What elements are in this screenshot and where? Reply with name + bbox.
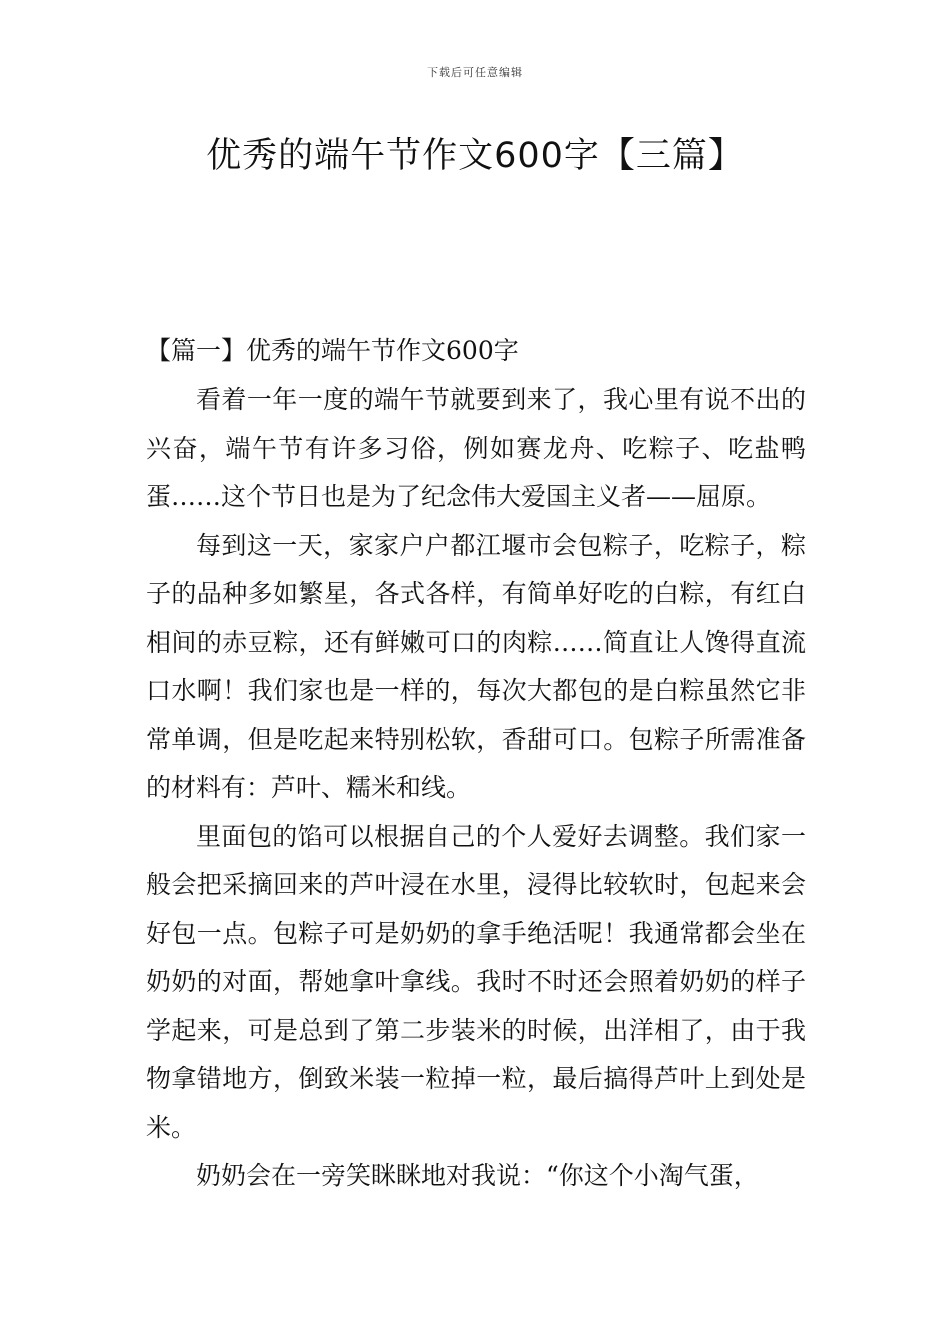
document-body [146, 376, 806, 1201]
paragraph-4: 奶奶会在一旁笑眯眯地对我说：“你这个小淘气蛋， [196, 1161, 759, 1190]
paragraph-2: 每到这一天，家家户户都江堰市会包粽子，吃粽子，粽子的品种多如繁星，各式各样，有简单好吃的白粽，有红白相间的赤豆粽，还有鲜嫩可口的肉粽……简直让人馋得直流口水啊！我们家也是一样的，每次大都包的是白粽虽然它非常单调，但是吃起来特别松软，香甜可口。包粽子所需准备的材料有：芦叶、糯米和线。 [146, 530, 806, 802]
section-heading: 【篇一】优秀的端午节作文600字 [146, 336, 519, 365]
paragraph-1: 看着一年一度的端午节就要到来了，我心里有说不出的兴奋，端午节有许多习俗，例如赛龙舟、吃粽子、吃盐鸭蛋……这个节日也是为了纪念伟大爱国主义者——屈原。 [146, 385, 806, 511]
paragraph-3: 里面包的馅可以根据自己的个人爱好去调整。我们家一般会把采摘回来的芦叶浸在水里，浸得比较软时，包起来会好包一点。包粽子可是奶奶的拿手绝活呢！我通常都会坐在奶奶的对面，帮她拿叶拿线。我时不时还会照着奶奶的样子学起来，可是总到了第二步装米的时候，出洋相了，由于我物拿错地方，倒致米装一粒掉一粒，最后搞得芦叶上到处是米。 [146, 821, 806, 1142]
page-header-note: 下载后可任意编辑 [427, 66, 523, 79]
document-title: 优秀的端午节作文600字【三篇】 [206, 136, 744, 176]
